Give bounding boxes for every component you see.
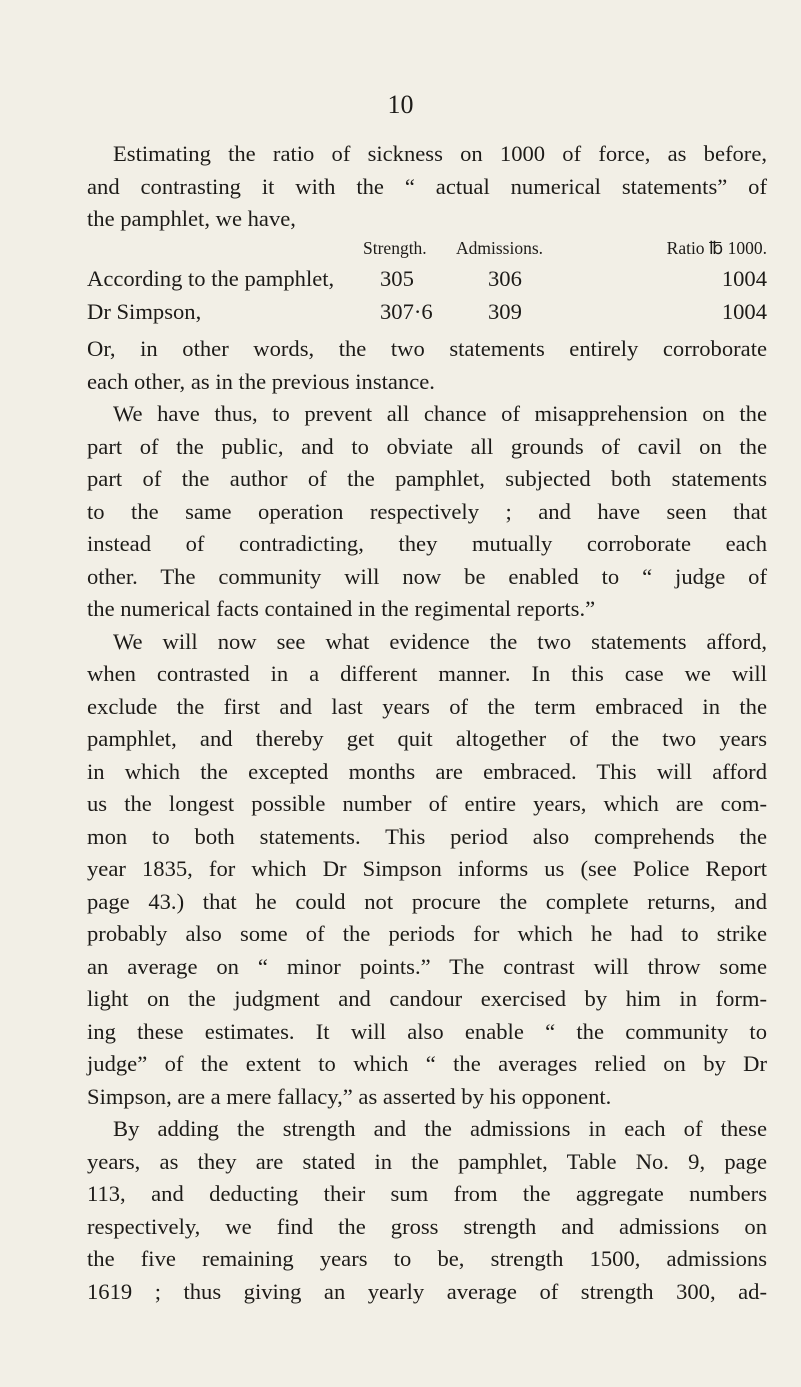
- text-line: year 1835, for which Dr Simpson informs us (see Police Report: [87, 856, 767, 881]
- text-line: We have thus, to prevent all chance of misapprehension on the: [113, 401, 767, 426]
- table-row: [87, 266, 767, 299]
- text-line: Estimating the ratio of sickness on 1000 of force, as before,: [113, 141, 767, 166]
- text-line: part of the author of the pamphlet, subjected both statements: [87, 466, 767, 491]
- text-line: in which the excepted months are embraced. This will afford: [87, 758, 767, 784]
- text-line: pamphlet, and thereby get quit altogether of the two years: [87, 726, 767, 751]
- text-line: Or, in other words, the two statements entirely corroborate: [87, 336, 767, 361]
- text-line: By adding the strength and the admissions in each of these: [113, 1116, 767, 1141]
- text-line: each other, as in the previous instance.: [87, 368, 435, 394]
- text-line: ing these estimates. It will also enable “ the community to: [87, 1018, 767, 1044]
- text-line: instead of contradicting, they mutually corroborate each: [87, 531, 767, 556]
- row-label: Dr Simpson,: [87, 299, 202, 324]
- row-label: According to the pamphlet,: [87, 266, 335, 291]
- row-ratio: 1004: [721, 266, 767, 291]
- text-line: judge” of the extent to which “ the averages relied on by Dr: [87, 1051, 767, 1076]
- table-row: [87, 299, 767, 332]
- text-line: part of the public, and to obviate all grounds of cavil on the: [87, 433, 767, 459]
- row-admissions: 306: [488, 266, 522, 291]
- text-line: years, as they are stated in the pamphlet, Table No. 9, page: [87, 1148, 767, 1174]
- header-strength: Strength.: [363, 238, 427, 258]
- text-line: light on the judgment and candour exercised by him in form-: [87, 986, 767, 1011]
- text-line: us the longest possible number of entire years, which are com-: [87, 791, 767, 816]
- row-ratio: 1004: [721, 299, 767, 324]
- text-line: when contrasted in a different manner. In this case we will: [87, 661, 767, 686]
- header-ratio: Ratio ℔ 1000.: [666, 238, 767, 258]
- body-text: [87, 333, 767, 1308]
- text-line: 1619 ; thus giving an yearly average of strength 300, ad-: [87, 1278, 767, 1304]
- text-line: the pamphlet, we have,: [87, 206, 296, 231]
- row-strength: 305: [380, 266, 414, 291]
- text-line: respectively, we find the gross strength and admissions on: [87, 1213, 767, 1239]
- text-line: the numerical facts contained in the regimental reports.”: [87, 596, 596, 621]
- page-number: 10: [387, 90, 414, 119]
- text-line: and contrasting it with the “ actual numerical statements” of: [87, 173, 767, 199]
- text-line: mon to both statements. This period also comprehends the: [87, 823, 767, 849]
- text-line: the five remaining years to be, strength 1500, admissions: [87, 1246, 767, 1271]
- row-strength: 307·6: [380, 299, 433, 324]
- text-line: other. The community will now be enabled to “ judge of: [87, 563, 767, 589]
- text-line: 113, and deducting their sum from the aggregate numbers: [87, 1181, 767, 1206]
- text-line: an average on “ minor points.” The contrast will throw some: [87, 953, 767, 979]
- row-admissions: 309: [488, 299, 522, 324]
- text-line: page 43.) that he could not procure the complete returns, and: [87, 888, 767, 914]
- header-admissions: Admissions.: [456, 238, 544, 258]
- text-line: Simpson, are a mere fallacy,” as asserted by his opponent.: [87, 1083, 612, 1109]
- text-line: We will now see what evidence the two statements afford,: [113, 628, 767, 654]
- text-line: exclude the first and last years of the term embraced in the: [87, 693, 767, 719]
- intro-paragraph: [87, 138, 767, 236]
- table-header: [87, 238, 767, 266]
- text-line: probably also some of the periods for which he had to strike: [87, 921, 767, 946]
- text-line: to the same operation respectively ; and have seen that: [87, 498, 767, 524]
